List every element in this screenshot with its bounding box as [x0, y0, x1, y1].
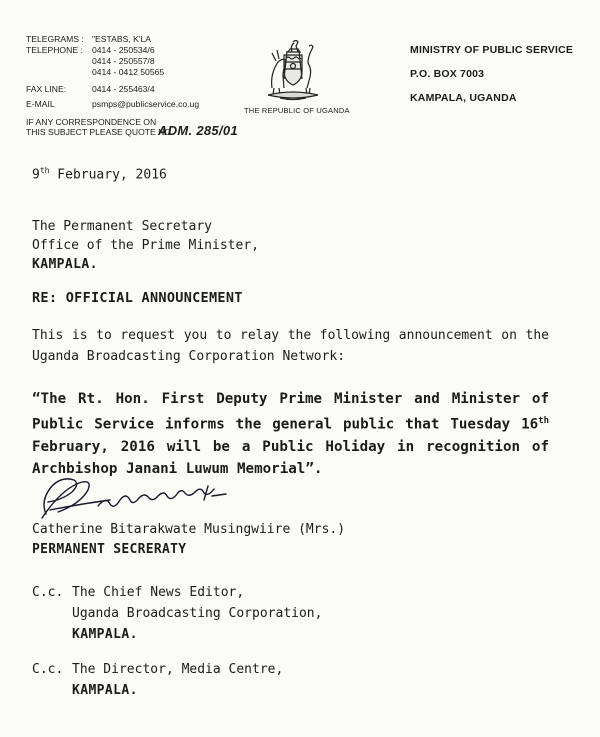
cc-block [32, 582, 322, 645]
subject-line: RE: OFFICIAL ANNOUNCEMENT [32, 290, 243, 306]
correspondence-note: IF ANY CORRESPONDENCE ON THIS SUBJECT PLEASE QUOTE NO. [26, 117, 174, 137]
contact-row: 0414 - 250557/8 [92, 56, 155, 66]
cc-city: KAMPALA. [72, 683, 138, 698]
addressee-block [32, 217, 259, 274]
body-paragraph: This is to request you to relay the following announcement on the Uganda Broadcasting Corporation Network: [32, 328, 549, 364]
ministry-name: MINISTRY OF PUBLIC SERVICE [410, 44, 574, 56]
addressee-line: The Permanent Secretary [32, 219, 213, 234]
cc-city: KAMPALA. [72, 627, 138, 642]
contact-row: 0414 - 0412 50565 [92, 67, 165, 77]
cc-line: Uganda Broadcasting Corporation, [72, 606, 323, 621]
ministry-po-box: P.O. BOX 7003 [410, 68, 485, 80]
contact-details [26, 34, 199, 110]
addressee-city: KAMPALA. [32, 257, 98, 272]
republic-label: THE REPUBLIC OF UGANDA [244, 106, 350, 115]
cc-line: C.c. The Chief News Editor, [32, 585, 245, 600]
handwritten-signature [28, 470, 268, 526]
contact-row: FAX LINE: 0414 - 255463/4 [26, 84, 155, 94]
reference-number: ADM. 285/01 [158, 123, 238, 138]
ministry-address [410, 38, 573, 110]
cc-block [32, 659, 283, 701]
cc-line: C.c. The Director, Media Centre, [32, 662, 284, 677]
signatory-title: PERMANENT SECRERATY [32, 542, 187, 557]
contact-row: TELEGRAMS : "ESTABS, K'LA [26, 34, 151, 44]
letter-date: 9th February, 2016 [32, 166, 167, 183]
announcement-quote: “The Rt. Hon. First Deputy Prime Minister and Minister of Public Service informs the general public that Tuesday 16th February, 2016 will be a Public Holiday in recognition of Archbishop Janani Luwum Memorial”. [32, 391, 549, 477]
contact-row: E-MAIL psmps@publicservice.co.ug [26, 99, 200, 109]
ministry-city: KAMPALA, UGANDA [410, 92, 517, 104]
signatory-name: Catherine Bitarakwate Musingwiire (Mrs.) [32, 522, 346, 537]
contact-row: TELEPHONE : 0414 - 250534/6 [26, 45, 155, 55]
coat-of-arms-icon [262, 38, 324, 102]
addressee-line: Office of the Prime Minister, [32, 238, 259, 253]
